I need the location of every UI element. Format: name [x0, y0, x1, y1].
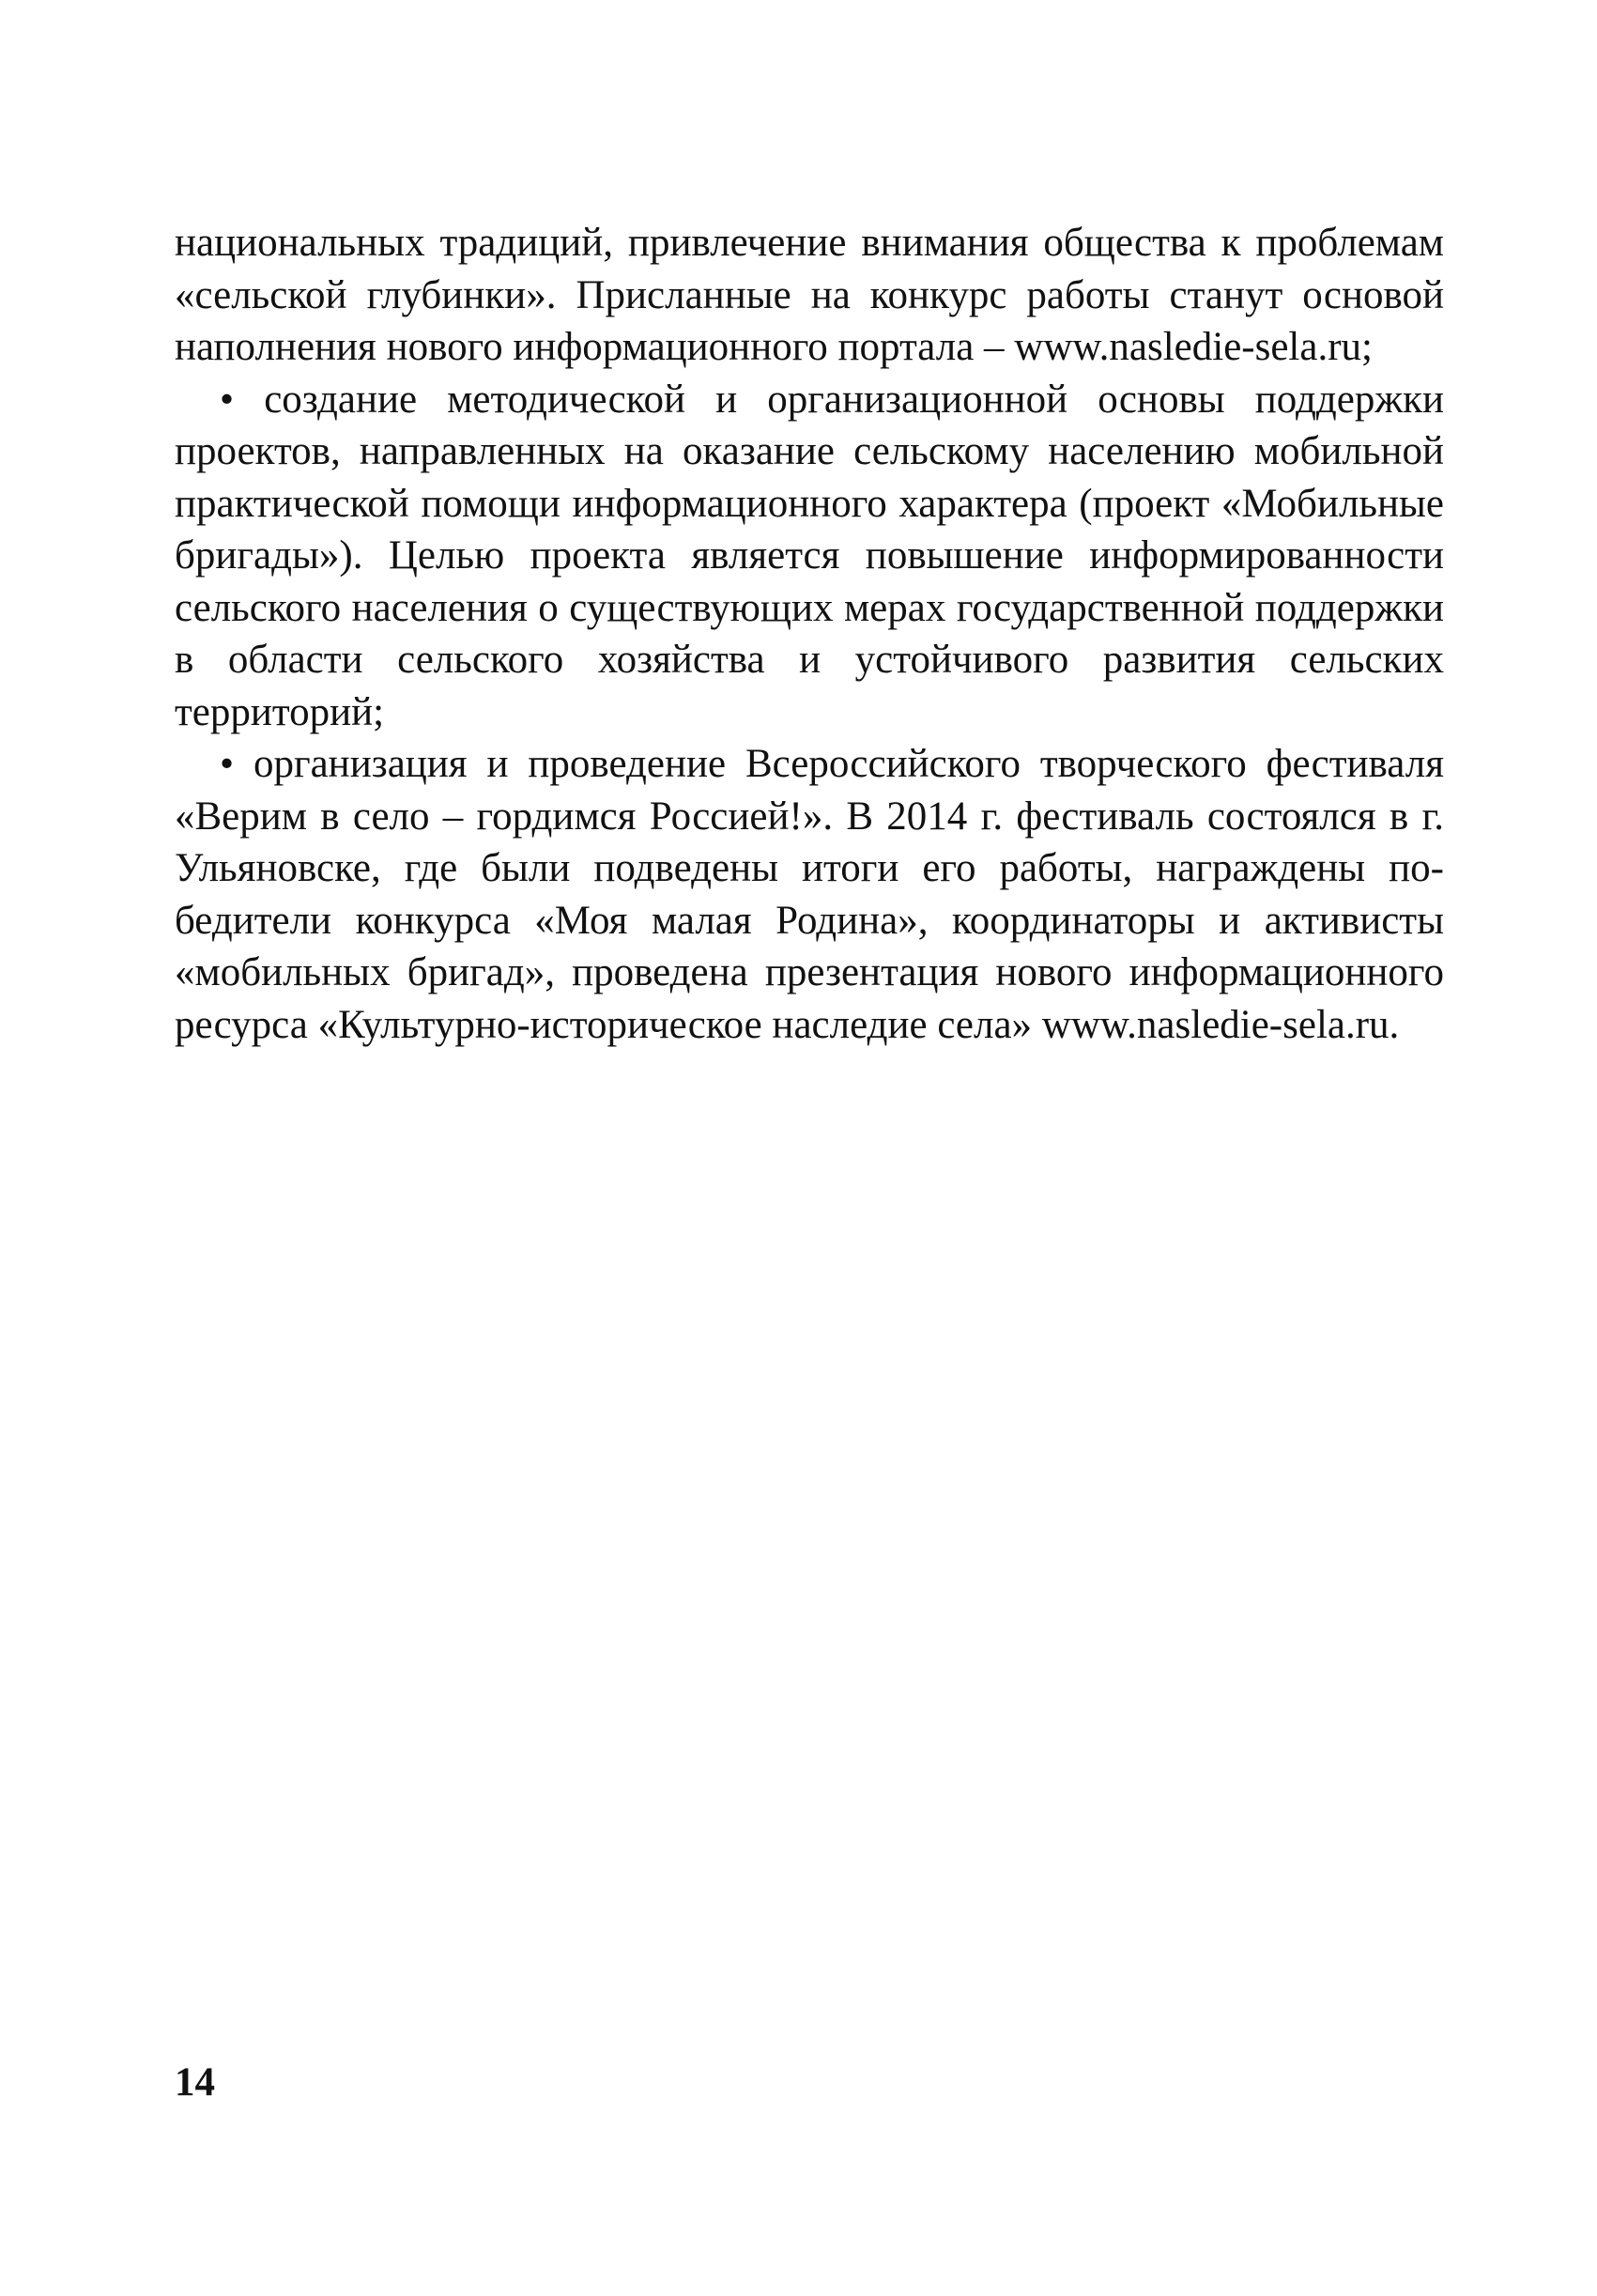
- paragraph-continuation: национальных традиций, привлечение внимания общества к проблемам «сельской глубинки». Присланные на конкурс работы станут основой наполнения нового информационного портала – www.nasledie-sela.ru;: [175, 221, 1444, 369]
- bullet-paragraph-mobile-brigades: • создание методической и организационной основы поддержки проектов, направленных на оказание сельскому населению мобильной практической помощи информационного характера (проект «Мобильные бригады»). Целью проекта является повышение информированности сельского населения о существующих мерах государственной поддержки в области сельского хозяйства и устойчивого развития сельских территорий;: [175, 377, 1444, 734]
- page-number: 14: [175, 2060, 215, 2104]
- bullet-paragraph-festival: • организация и проведение Всероссийского творческого фестиваля «Верим в село – гордимся Россией!». В 2014 г. фестиваль состоялся в г. Ульяновске, где были подведены итоги его работы, награждены победители конкурса «Моя малая Родина», координаторы и активисты «мобильных бригад», проведена презентация нового информационного ресурса «Культурно-историческое наследие села» www.nasledie-sela.ru.: [175, 742, 1444, 1047]
- body-text: [175, 217, 1444, 1051]
